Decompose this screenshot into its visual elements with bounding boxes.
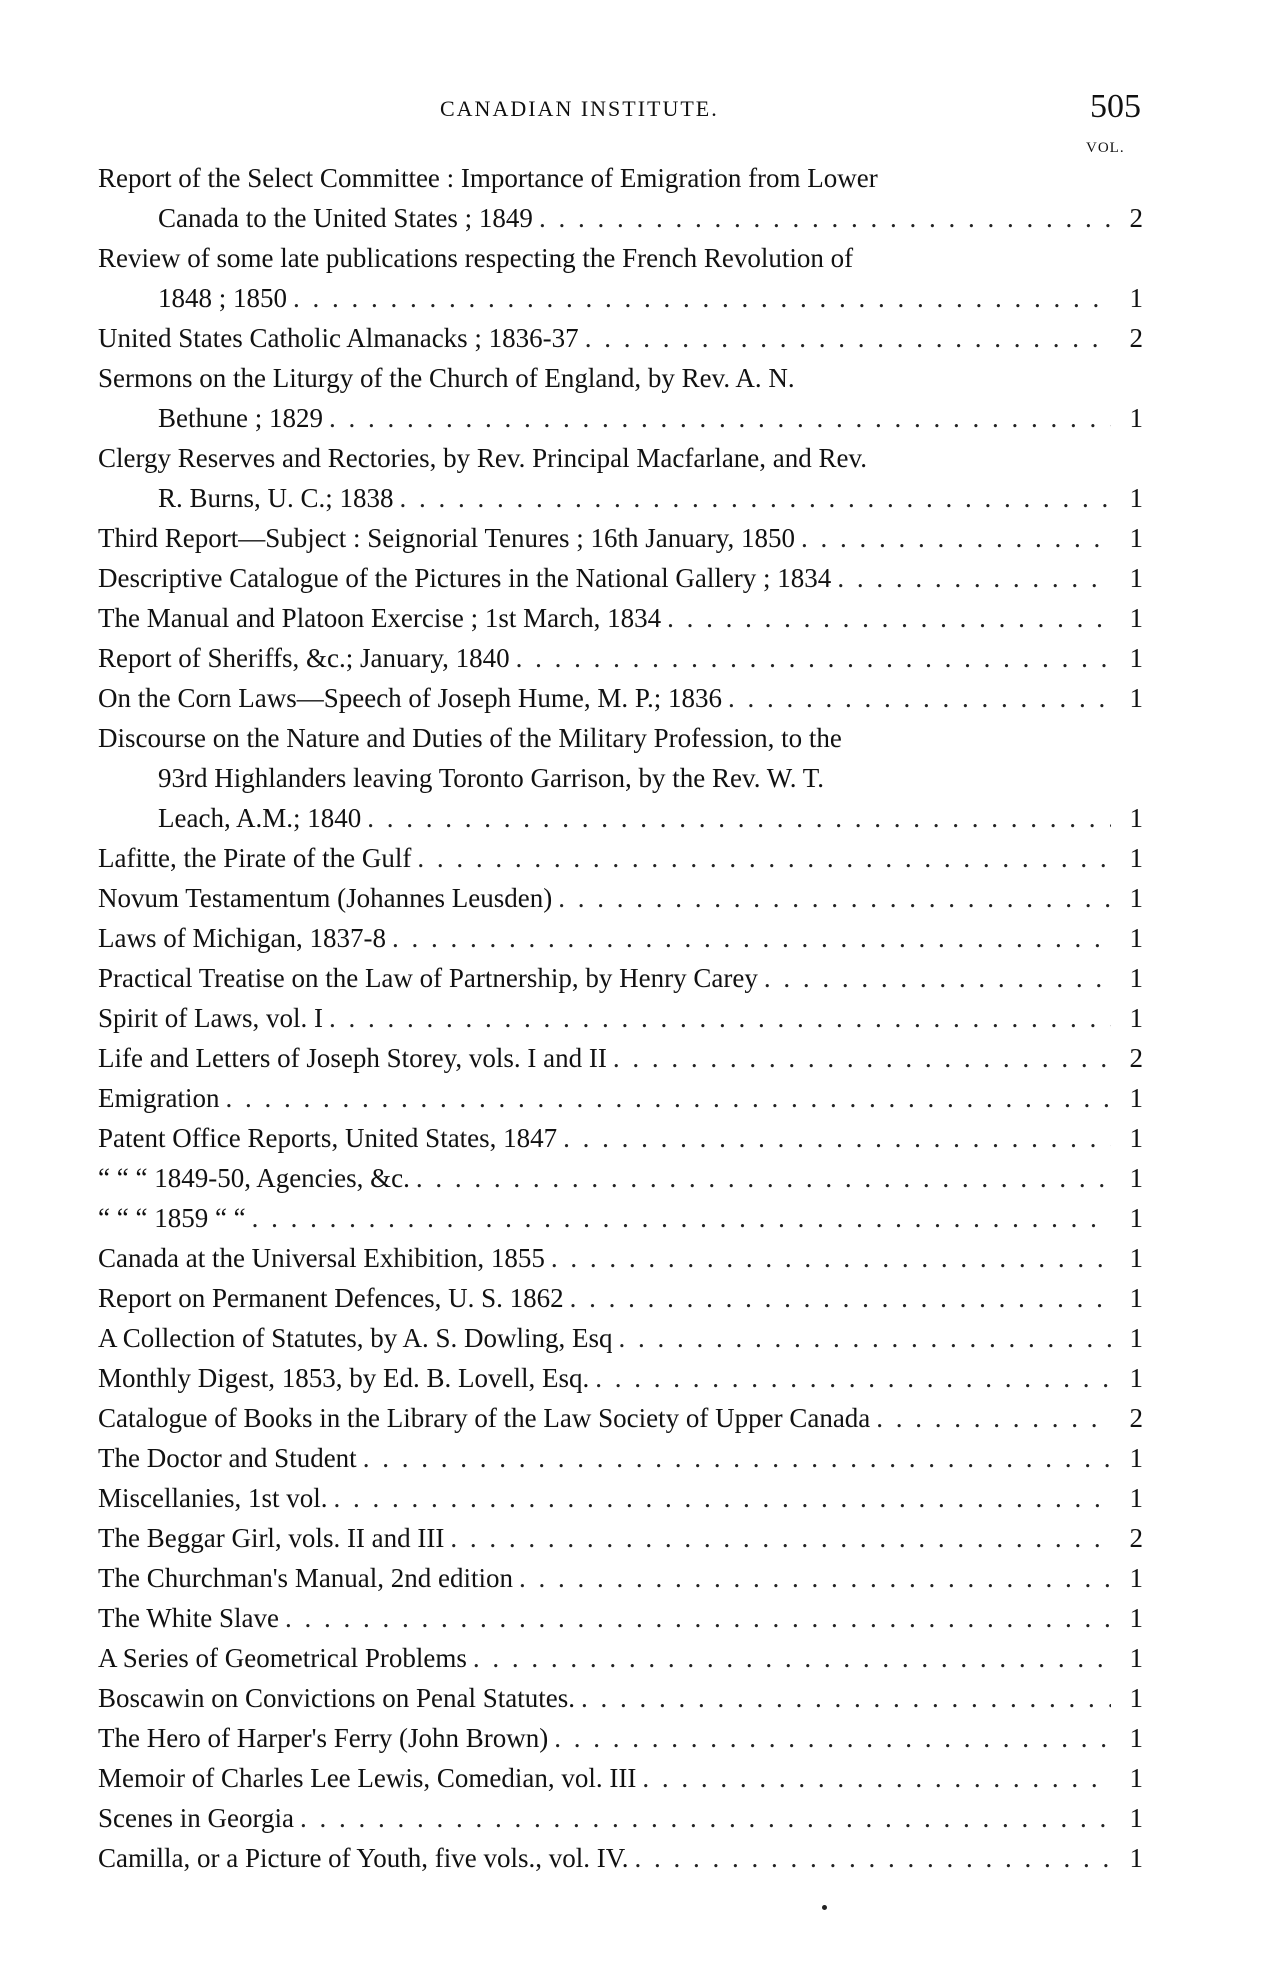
entry-line: [98, 878, 1143, 918]
catalogue-entry: [98, 638, 1143, 678]
catalogue-entry: [98, 1598, 1143, 1638]
volume-count: 1: [1129, 1323, 1143, 1353]
catalogue-entry: [98, 958, 1143, 998]
entry-line: [98, 558, 1143, 598]
catalogue-entry: [98, 1838, 1143, 1878]
entry-title-text: The White Slave: [98, 1603, 279, 1633]
volume-count: 1: [1129, 1723, 1143, 1753]
volume-count: 1: [1129, 1683, 1143, 1713]
dot-leader: [416, 1158, 1111, 1198]
dot-leader: [417, 838, 1111, 878]
volume-count: 1: [1129, 883, 1143, 913]
dot-leader: [642, 1758, 1111, 1798]
entry-title-text: A Series of Geometrical Problems: [98, 1643, 467, 1673]
dot-leader: [392, 918, 1111, 958]
entry-line: [98, 158, 1143, 198]
dot-leader: [300, 1798, 1111, 1838]
entry-line: [98, 1438, 1143, 1478]
entry-title-text: Memoir of Charles Lee Lewis, Comedian, vol. III: [98, 1763, 637, 1793]
dot-leader: [225, 1078, 1111, 1118]
entry-title-text: Report of the Select Committee : Importance of Emigration from Lower: [98, 163, 878, 193]
entry-line: [98, 478, 1143, 518]
page-number: 505: [1090, 88, 1141, 125]
catalogue-entry: [98, 518, 1143, 558]
volume-count: 1: [1129, 1603, 1143, 1633]
entry-line: [98, 1318, 1143, 1358]
catalogue-entry: [98, 1678, 1143, 1718]
entry-title-text: A Collection of Statutes, by A. S. Dowling, Esq: [98, 1323, 613, 1353]
footer-mark: [822, 1905, 827, 1910]
entry-line: [98, 318, 1143, 358]
entry-title-text: Camilla, or a Picture of Youth, five vols., vol. IV.: [98, 1843, 629, 1873]
dot-leader: [551, 1238, 1111, 1278]
volume-count: 1: [1129, 1443, 1143, 1473]
entry-line: [98, 1518, 1143, 1558]
entry-title-text: United States Catholic Almanacks ; 1836-37: [98, 323, 579, 353]
entry-title-text: Novum Testamentum (Johannes Leusden): [98, 883, 553, 913]
catalogue-entry: [98, 1558, 1143, 1598]
entry-title-text: Clergy Reserves and Rectories, by Rev. Principal Macfarlane, and Rev.: [98, 443, 868, 473]
entry-title-text: On the Corn Laws—Speech of Joseph Hume, M. P.; 1836: [98, 683, 722, 713]
entry-line: [98, 678, 1143, 718]
catalogue-entry: [98, 1118, 1143, 1158]
entry-line: [98, 838, 1143, 878]
entry-line: [98, 358, 1143, 398]
entry-title-text: R. Burns, U. C.; 1838: [158, 483, 394, 513]
catalogue-entry: [98, 1758, 1143, 1798]
volume-count: 1: [1129, 1123, 1143, 1153]
entry-line: [98, 1358, 1143, 1398]
volume-count: 1: [1129, 1763, 1143, 1793]
entry-title-text: Laws of Michigan, 1837-8: [98, 923, 386, 953]
volume-count: 1: [1129, 683, 1143, 713]
catalogue-entry: [98, 918, 1143, 958]
entry-line: [98, 1198, 1143, 1238]
catalogue-entry: [98, 598, 1143, 638]
volume-count: 1: [1129, 1083, 1143, 1113]
entry-line: [98, 958, 1143, 998]
entry-title-text: Scenes in Georgia: [98, 1803, 294, 1833]
entry-title-text: Miscellanies, 1st vol.: [98, 1483, 328, 1513]
entry-title-text: Descriptive Catalogue of the Pictures in the National Gallery ; 1834: [98, 563, 832, 593]
volume-count: 2: [1129, 1043, 1143, 1073]
catalogue-entry: [98, 438, 1143, 518]
volume-count: 1: [1129, 1003, 1143, 1033]
volume-count: 1: [1129, 1643, 1143, 1673]
entry-line: [98, 238, 1143, 278]
entry-title-text: Review of some late publications respecting the French Revolution of: [98, 243, 854, 273]
volume-count: 2: [1129, 203, 1143, 233]
dot-leader: [585, 318, 1111, 358]
entry-line: [98, 1838, 1143, 1878]
catalogue-entry: [98, 1238, 1143, 1278]
catalogue-entry: [98, 558, 1143, 598]
volume-count: 1: [1129, 603, 1143, 633]
entry-title-text: Bethune ; 1829: [158, 403, 323, 433]
entry-line: [98, 1718, 1143, 1758]
entry-title-text: The Manual and Platoon Exercise ; 1st March, 1834: [98, 603, 662, 633]
catalogue-entry: [98, 1158, 1143, 1198]
entry-line: [98, 278, 1143, 318]
volume-count: 1: [1129, 1803, 1143, 1833]
volume-count: 1: [1129, 1203, 1143, 1233]
dot-leader: [539, 198, 1111, 238]
catalogue-entry: [98, 1078, 1143, 1118]
entry-title-text: Patent Office Reports, United States, 1847: [98, 1123, 558, 1153]
dot-leader: [595, 1358, 1111, 1398]
dot-leader: [570, 1278, 1111, 1318]
dot-leader: [293, 278, 1111, 318]
entry-line: [98, 1598, 1143, 1638]
volume-count: 2: [1129, 1403, 1143, 1433]
entry-title-text: The Doctor and Student: [98, 1443, 357, 1473]
entry-line: [98, 1278, 1143, 1318]
volume-count: 1: [1129, 803, 1143, 833]
dot-leader: [333, 1478, 1111, 1518]
catalogue-entry: [98, 318, 1143, 358]
volume-count: 1: [1129, 923, 1143, 953]
entry-title-text: Sermons on the Liturgy of the Church of England, by Rev. A. N.: [98, 363, 795, 393]
dot-leader: [613, 1038, 1111, 1078]
catalogue-entry: [98, 1798, 1143, 1838]
volume-count: 1: [1129, 523, 1143, 553]
entry-line: [98, 598, 1143, 638]
entry-line: [98, 518, 1143, 558]
dot-leader: [764, 958, 1111, 998]
entry-line: [98, 1478, 1143, 1518]
volume-count: 1: [1129, 403, 1143, 433]
dot-leader: [363, 1438, 1111, 1478]
catalogue-entry: [98, 998, 1143, 1038]
dot-leader: [554, 1718, 1111, 1758]
entry-line: [98, 1118, 1143, 1158]
catalogue-entry: [98, 1478, 1143, 1518]
entry-line: [98, 1758, 1143, 1798]
volume-count: 1: [1129, 1483, 1143, 1513]
entry-line: [98, 798, 1143, 838]
dot-leader: [367, 798, 1111, 838]
entry-title-text: Canada to the United States ; 1849: [158, 203, 533, 233]
dot-leader: [252, 1198, 1111, 1238]
catalogue-entry: [98, 1518, 1143, 1558]
entry-line: [98, 758, 1143, 798]
catalogue-entry: [98, 878, 1143, 918]
volume-count: 1: [1129, 1363, 1143, 1393]
dot-leader: [563, 1118, 1111, 1158]
dot-leader: [473, 1638, 1111, 1678]
volume-count: 1: [1129, 283, 1143, 313]
volume-count: 1: [1129, 643, 1143, 673]
dot-leader: [285, 1598, 1111, 1638]
dot-leader: [581, 1678, 1111, 1718]
entry-title-text: Life and Letters of Joseph Storey, vols. I and II: [98, 1043, 607, 1073]
volume-count: 2: [1129, 1523, 1143, 1553]
volume-count: 1: [1129, 1243, 1143, 1273]
entry-line: [98, 718, 1143, 758]
entry-title-text: 93rd Highlanders leaving Toronto Garrison, by the Rev. W. T.: [158, 763, 825, 793]
catalogue-entry: [98, 838, 1143, 878]
dot-leader: [728, 678, 1111, 718]
dot-leader: [667, 598, 1111, 638]
dot-leader: [519, 1558, 1111, 1598]
volume-count: 1: [1129, 483, 1143, 513]
volume-count: 1: [1129, 1163, 1143, 1193]
catalogue-entry: [98, 238, 1143, 318]
volume-column-label: VOL.: [1086, 140, 1125, 156]
dot-leader: [516, 638, 1111, 678]
entry-line: [98, 638, 1143, 678]
entry-line: [98, 198, 1143, 238]
catalogue-entry: [98, 1038, 1143, 1078]
entry-line: [98, 1078, 1143, 1118]
dot-leader: [619, 1318, 1111, 1358]
volume-count: 2: [1129, 323, 1143, 353]
entry-title-text: “ “ “ 1859 “ “: [98, 1203, 246, 1233]
entry-title-text: 1848 ; 1850: [158, 283, 288, 313]
entry-title-text: Report on Permanent Defences, U. S. 1862: [98, 1283, 564, 1313]
dot-leader: [801, 518, 1111, 558]
catalogue-entry: [98, 158, 1143, 238]
catalogue-entry: [98, 1358, 1143, 1398]
catalogue-entry: [98, 1438, 1143, 1478]
dot-leader: [400, 478, 1111, 518]
entry-line: [98, 1398, 1143, 1438]
entry-title-text: Discourse on the Nature and Duties of the Military Profession, to the: [98, 723, 842, 753]
entry-line: [98, 918, 1143, 958]
catalogue-entry: [98, 678, 1143, 718]
entry-line: [98, 1678, 1143, 1718]
catalogue-entry: [98, 1198, 1143, 1238]
entry-line: [98, 998, 1143, 1038]
catalogue-entries: [98, 158, 1143, 1878]
entry-line: [98, 1238, 1143, 1278]
entry-title-text: “ “ “ 1849-50, Agencies, &c.: [98, 1163, 410, 1193]
dot-leader: [558, 878, 1111, 918]
entry-title-text: Spirit of Laws, vol. I: [98, 1003, 323, 1033]
dot-leader: [876, 1398, 1111, 1438]
volume-count: 1: [1129, 963, 1143, 993]
running-title: CANADIAN INSTITUTE.: [440, 96, 719, 121]
catalogue-entry: [98, 1318, 1143, 1358]
entry-title-text: Emigration: [98, 1083, 220, 1113]
dot-leader: [329, 998, 1111, 1038]
volume-count: 1: [1129, 1563, 1143, 1593]
entry-line: [98, 438, 1143, 478]
volume-count: 1: [1129, 1843, 1143, 1873]
dot-leader: [634, 1838, 1111, 1878]
entry-title-text: Leach, A.M.; 1840: [158, 803, 362, 833]
catalogue-entry: [98, 1638, 1143, 1678]
entry-line: [98, 1638, 1143, 1678]
entry-line: [98, 1158, 1143, 1198]
volume-count: 1: [1129, 1283, 1143, 1313]
entry-title-text: Third Report—Subject : Seignorial Tenures ; 16th January, 1850: [98, 523, 795, 553]
entry-title-text: Lafitte, the Pirate of the Gulf: [98, 843, 412, 873]
entry-line: [98, 1038, 1143, 1078]
entry-line: [98, 1798, 1143, 1838]
volume-count: 1: [1129, 563, 1143, 593]
catalogue-entry: [98, 1718, 1143, 1758]
catalogue-entry: [98, 718, 1143, 838]
entry-title-text: Practical Treatise on the Law of Partnership, by Henry Carey: [98, 963, 758, 993]
volume-count: 1: [1129, 843, 1143, 873]
entry-line: [98, 398, 1143, 438]
entry-title-text: The Churchman's Manual, 2nd edition: [98, 1563, 514, 1593]
catalogue-entry: [98, 358, 1143, 438]
entry-title-text: Report of Sheriffs, &c.; January, 1840: [98, 643, 510, 673]
entry-title-text: The Beggar Girl, vols. II and III: [98, 1523, 445, 1553]
entry-title-text: Catalogue of Books in the Library of the Law Society of Upper Canada: [98, 1403, 871, 1433]
entry-title-text: Canada at the Universal Exhibition, 1855: [98, 1243, 545, 1273]
catalogue-entry: [98, 1278, 1143, 1318]
entry-line: [98, 1558, 1143, 1598]
entry-title-text: Boscawin on Convictions on Penal Statutes.: [98, 1683, 575, 1713]
entry-title-text: The Hero of Harper's Ferry (John Brown): [98, 1723, 549, 1753]
catalogue-entry: [98, 1398, 1143, 1438]
entry-title-text: Monthly Digest, 1853, by Ed. B. Lovell, Esq.: [98, 1363, 590, 1393]
dot-leader: [837, 558, 1111, 598]
dot-leader: [450, 1518, 1111, 1558]
dot-leader: [329, 398, 1111, 438]
